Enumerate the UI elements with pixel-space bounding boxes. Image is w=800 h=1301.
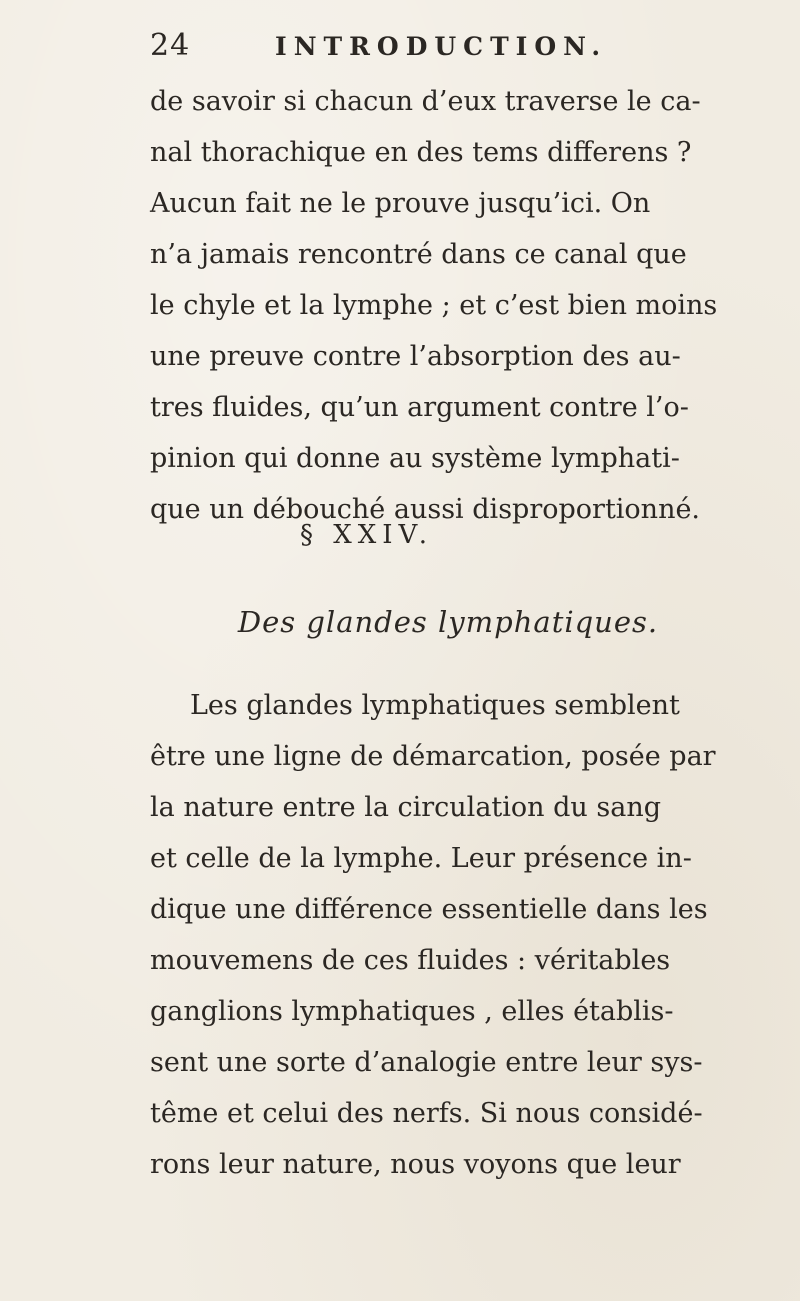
- text-line: une preuve contre l’absorption des au-: [150, 341, 681, 372]
- running-head: INTRODUCTION.: [275, 32, 608, 61]
- text-line: n’a jamais rencontré dans ce canal que: [150, 239, 687, 270]
- text-line: la nature entre la circulation du sang: [150, 792, 662, 823]
- text-line: le chyle et la lymphe ; et c’est bien moins: [150, 290, 718, 321]
- text-line: nal thorachique en des tems differens ?: [150, 137, 692, 168]
- text-line: tême et celui des nerfs. Si nous considé-: [150, 1098, 703, 1129]
- section-number: § XXIV.: [300, 520, 434, 550]
- text-line: ganglions lymphatiques , elles établis-: [150, 996, 674, 1027]
- page-number: 24: [150, 28, 191, 63]
- section-title: [0, 605, 800, 639]
- text-line: Aucun fait ne le prouve jusqu’ici. On: [150, 188, 651, 219]
- text-line: être une ligne de démarcation, posée par: [150, 741, 716, 772]
- paragraph-1: [150, 76, 760, 535]
- text-line: rons leur nature, nous voyons que leur: [150, 1149, 681, 1180]
- text-line: tres fluides, qu’un argument contre l’o-: [150, 392, 689, 423]
- text-line: pinion qui donne au système lymphati-: [150, 443, 680, 474]
- section-title-text: Des glandes lymphatiques.: [237, 605, 659, 639]
- text-line: mouvemens de ces fluides : véritables: [150, 945, 671, 976]
- text-line: et celle de la lymphe. Leur présence in-: [150, 843, 692, 874]
- text-line: de savoir si chacun d’eux traverse le ca-: [150, 86, 701, 117]
- text-line: Les glandes lymphatiques semblent: [190, 690, 680, 721]
- paragraph-2: [150, 680, 760, 1190]
- page-header: [150, 28, 790, 76]
- text-line: dique une différence essentielle dans les: [150, 894, 708, 925]
- text-line: sent une sorte d’analogie entre leur sys-: [150, 1047, 703, 1078]
- text-line: que un débouché aussi disproportionné.: [150, 494, 701, 525]
